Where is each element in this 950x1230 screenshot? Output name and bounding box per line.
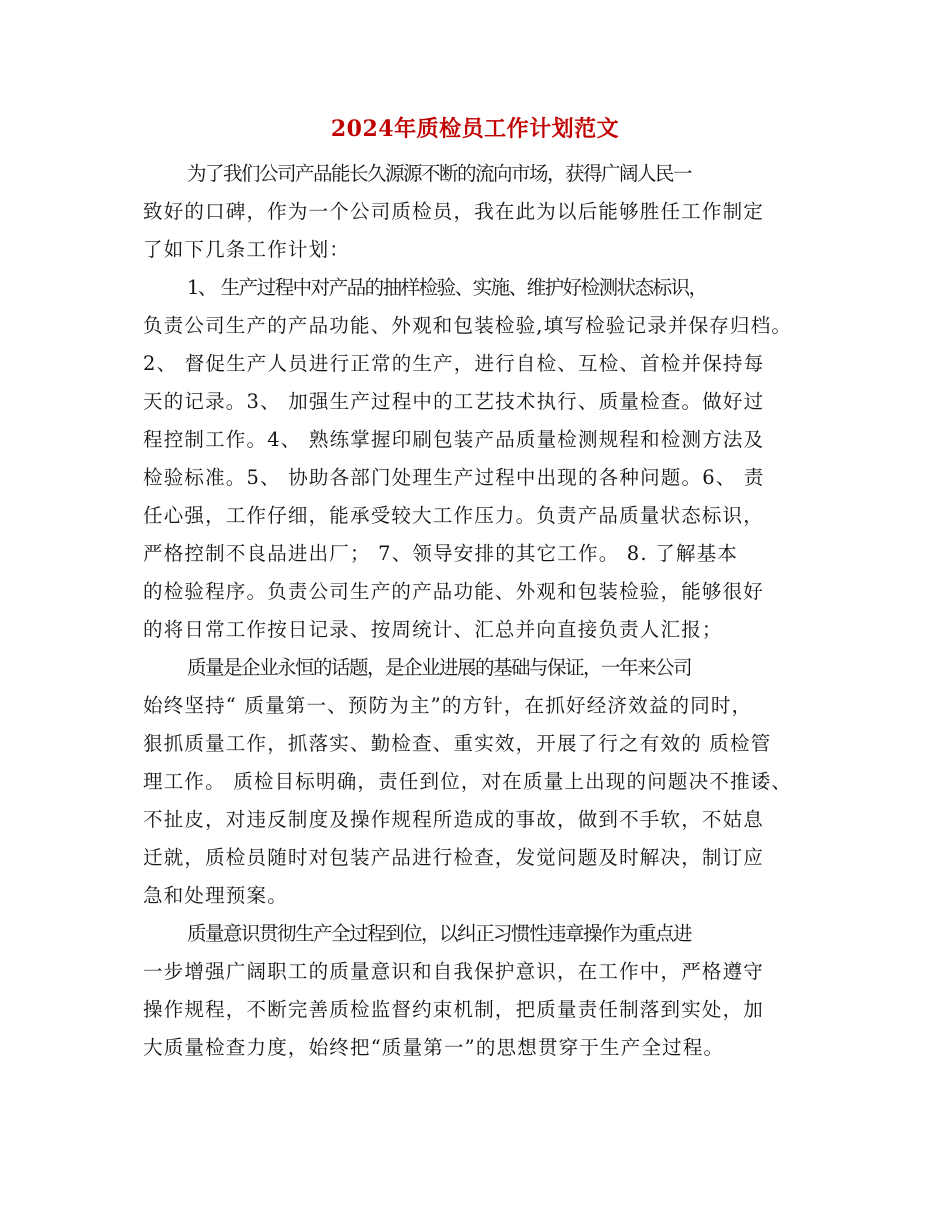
document-title: 2024年质检员工作计划范文	[330, 116, 620, 142]
paragraph-line: 急和处理预案。	[143, 884, 288, 907]
paragraph-line: 迁就，质检员随时对包装产品进行检查，发觉问题及时解决，制订应	[143, 846, 765, 869]
paragraph-line: 始终坚持“ 质量第一、预防为主”的方针，在抓好经济效益的同时，	[143, 694, 753, 717]
paragraph-line: 的将日常工作按日记录、按周统计、汇总并向直接负责人汇报；	[143, 618, 723, 641]
paragraph-line: 致好的口碑，作为一个公司质检员，我在此为以后能够胜任工作制定	[143, 200, 765, 223]
paragraph-line: 大质量检查力度，始终把“质量第一”的思想贯穿于生产全过程。	[143, 1036, 725, 1059]
paragraph-line: 程控制工作。4、 熟练掌握印刷包装产品质量检测规程和检测方法及	[143, 428, 765, 451]
paragraph-line: 不扯皮，对违反制度及操作规程所造成的事故，做到不手软，不姑息	[143, 808, 765, 831]
paragraph-line: 任心强，工作仔细，能承受较大工作压力。负责产品质量状态标识，	[143, 504, 765, 527]
paragraph-line: 1、 生产过程中对产品的抽样检验、实施、维护好检测状态标识，	[187, 276, 707, 299]
paragraph-line: 为了我们公司产品能长久源源不断的流向市场，获得广阔人民一	[187, 162, 692, 185]
paragraph-line: 质量是企业永恒的话题，是企业进展的基础与保证，一年来公司	[187, 656, 692, 679]
paragraph-line: 检验标准。5、 协助各部门处理生产过程中出现的各种问题。6、 责	[143, 466, 765, 489]
paragraph-line: 一步增强广阔职工的质量意识和自我保护意识，在工作中，严格遵守	[143, 960, 765, 983]
paragraph-line: 质量意识贯彻生产全过程到位，以纠正习惯性违章操作为重点进	[187, 922, 692, 945]
paragraph-line: 狠抓质量工作，抓落实、勤检查、重实效，开展了行之有效的 质检管	[143, 732, 772, 755]
paragraph-line: 2、 督促生产人员进行正常的生产，进行自检、互检、首检并保持每	[143, 352, 765, 375]
paragraph-line: 理工作。 质检目标明确，责任到位，对在质量上出现的问题决不推诿、	[143, 770, 793, 793]
paragraph-line: 操作规程，不断完善质检监督约束机制，把质量责任制落到实处，加	[143, 998, 765, 1021]
paragraph-line: 了如下几条工作计划：	[143, 238, 351, 261]
paragraph-line: 严格控制不良品进出厂； 7、领导安排的其它工作。 8. 了解基本	[143, 542, 739, 565]
paragraph-line: 天的记录。3、 加强生产过程中的工艺技术执行、质量检查。做好过	[143, 390, 765, 413]
paragraph-line: 的检验程序。负责公司生产的产品功能、外观和包装检验，能够很好	[143, 580, 765, 603]
paragraph-line: 负责公司生产的产品功能、外观和包装检验,填写检验记录并保存归档。	[143, 314, 793, 337]
